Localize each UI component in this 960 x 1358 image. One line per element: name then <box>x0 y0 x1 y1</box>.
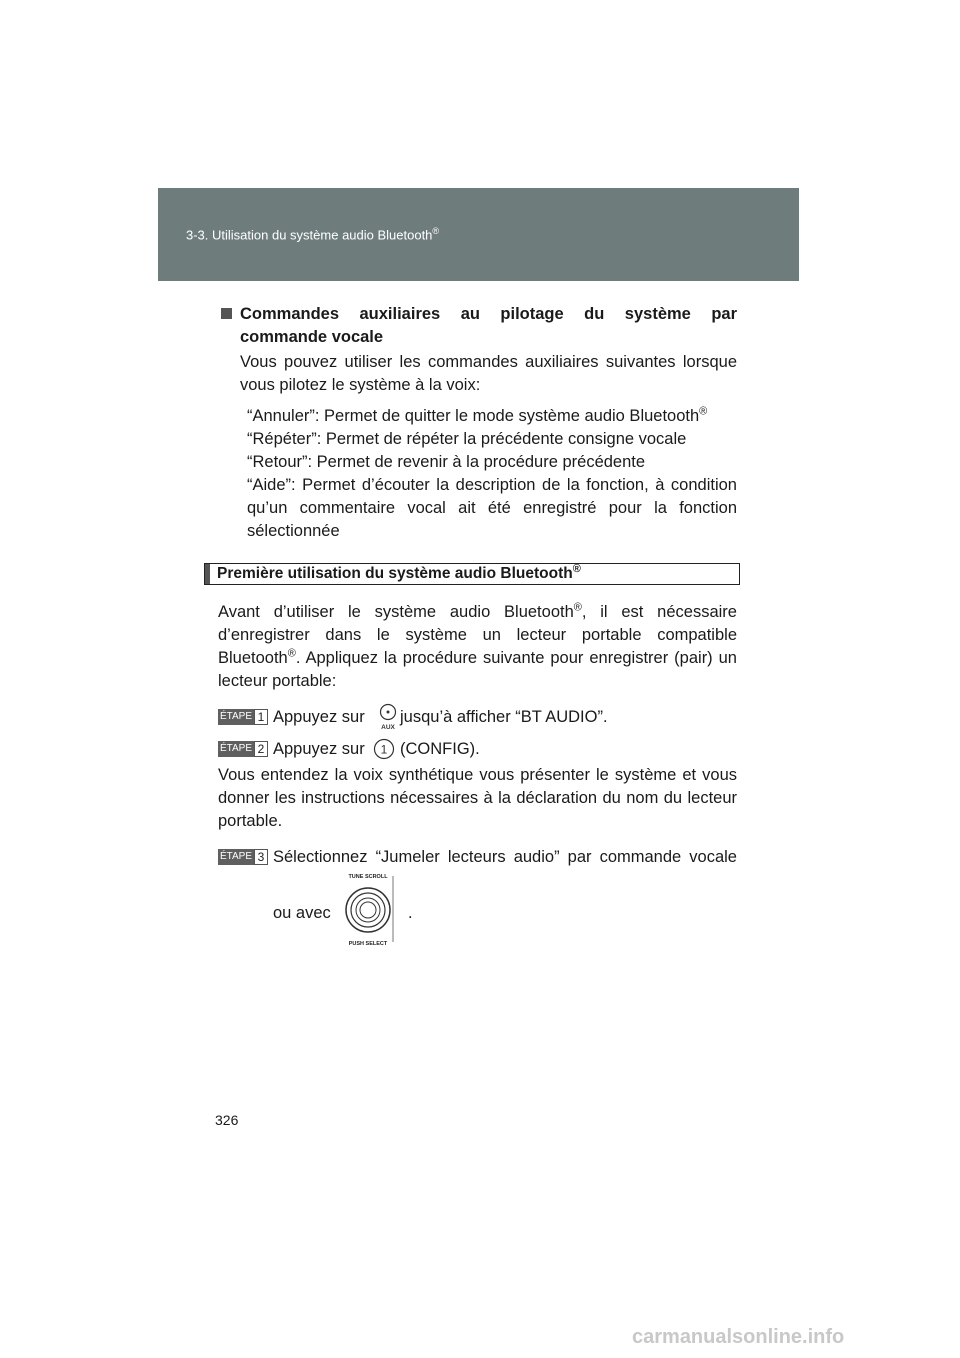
tune-scroll-knob-icon <box>340 870 406 948</box>
list-item: “Retour”: Permet de revenir à la procédure précédente <box>247 453 646 471</box>
chapter-section-title: 3-3. Utilisation du système audio Bluetooth® <box>186 226 440 243</box>
step-3-text-after: . <box>408 904 413 922</box>
list-item: “Annuler”: Permet de quitter le mode système audio Bluetooth® <box>247 405 708 425</box>
step-badge-2: ÉTAPE 2 <box>218 741 268 757</box>
step-badge-3: ÉTAPE 3 <box>218 849 268 865</box>
intro-paragraph: Avant d’utiliser le système audio Bluetooth®, il est nécessaire d’enregistrer dans le système un lecteur portable compatible Bluetooth®. Appliquez la procédure suivante pour enregistrer (pair) un lecteur portable: <box>218 601 737 690</box>
section-heading-box <box>204 563 740 585</box>
aux-commands-intro: Vous pouvez utiliser les commandes auxiliaires suivantes lorsque vous pilotez le système à la voix: <box>240 353 737 394</box>
voice-note-paragraph: Vous entendez la voix synthétique vous présenter le système et vous donner les instructions nécessaires à la déclaration du nom du lecteur portable. <box>218 766 737 830</box>
section-heading-title: Première utilisation du système audio Bluetooth® <box>217 562 581 582</box>
step-2-text-before: Appuyez sur <box>273 740 365 758</box>
svg-text:1: 1 <box>380 742 388 757</box>
step-3-text: Sélectionnez “Jumeler lecteurs audio” par commande vocale <box>273 848 737 866</box>
page-number: 326 <box>215 1112 239 1128</box>
aux-button-icon <box>378 703 398 731</box>
step-2-text-after: (CONFIG). <box>400 740 480 758</box>
step-badge-1: ÉTAPE 1 <box>218 709 268 725</box>
square-bullet-icon <box>221 308 232 319</box>
preset-1-button-icon <box>373 738 395 760</box>
svg-text:AUX: AUX <box>381 724 395 731</box>
list-item: “Répéter”: Permet de répéter la précédente consigne vocale <box>247 430 687 448</box>
svg-text:PUSH SELECT: PUSH SELECT <box>348 941 388 947</box>
section-heading-bar <box>205 564 210 584</box>
step-1-text-after: jusqu’à afficher “BT AUDIO”. <box>400 708 608 726</box>
list-item: “Aide”: Permet d’écouter la description de la fonction, à condition qu’un commentaire vocal ait été enregistré pour la fonction sélectionnée <box>247 476 737 540</box>
svg-text:TUNE SCROLL: TUNE SCROLL <box>348 874 388 880</box>
watermark-text: carmanualsonline.info <box>632 1326 845 1348</box>
step-3-text-before: ou avec <box>273 904 331 922</box>
aux-commands-list <box>247 405 737 543</box>
aux-commands-heading: Commandes auxiliaires au pilotage du système par commande vocale <box>240 305 737 346</box>
step-1-text-before: Appuyez sur <box>273 708 365 726</box>
